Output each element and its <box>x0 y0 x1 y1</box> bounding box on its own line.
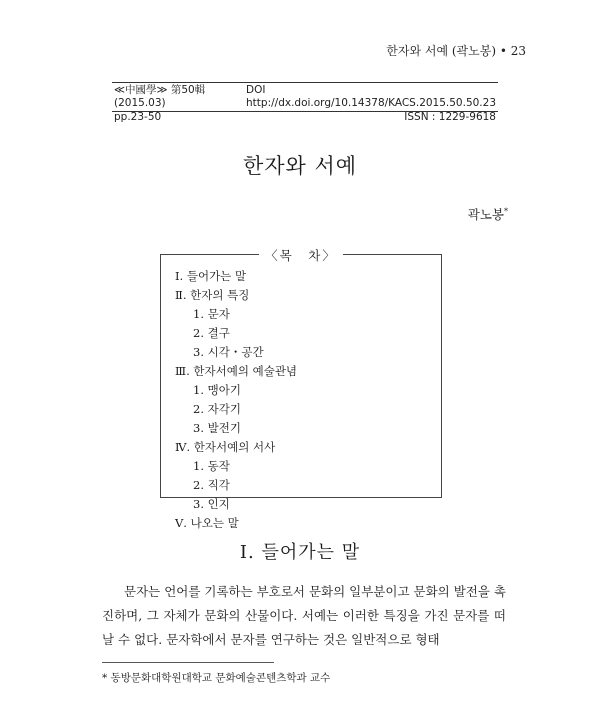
table-of-contents <box>160 248 442 530</box>
toc-list <box>175 267 297 533</box>
page-range: pp.23-50 <box>114 111 162 123</box>
paper-title: 한자와 서예 <box>242 154 358 178</box>
toc-item: 3. 발전기 <box>193 421 241 435</box>
toc-item: Ⅱ. 한자의 특징 <box>175 288 250 302</box>
toc-item: 1. 맹아기 <box>193 383 241 397</box>
toc-item: Ⅰ. 들어가는 말 <box>175 269 247 283</box>
toc-item: 1. 문자 <box>193 307 230 321</box>
author-name: 곽노봉 <box>467 207 504 222</box>
toc-item: 1. 동작 <box>193 459 230 473</box>
toc-item: Ⅴ. 나오는 말 <box>175 516 239 530</box>
footnote: * 동방문화대학원대학교 문화예술콘텐츠학과 교수 <box>102 672 331 684</box>
toc-item: 3. 인지 <box>193 497 230 511</box>
section-heading: Ⅰ. 들어가는 말 <box>239 542 361 563</box>
toc-item: 2. 자각기 <box>193 402 241 416</box>
toc-item: 2. 결구 <box>193 326 230 340</box>
author-footnote-mark: * <box>504 206 508 216</box>
running-head: 한자와 서예 (곽노봉) • 23 <box>386 44 526 58</box>
publication-info <box>112 82 498 123</box>
toc-item: Ⅳ. 한자서예의 서사 <box>175 440 276 454</box>
toc-heading: 〈목 차〉 <box>259 248 343 263</box>
journal-info: ≪中國學≫ 第50輯 (2015.03) <box>114 84 206 109</box>
body-paragraph: 문자는 언어를 기록하는 부호로서 문화의 일부분이고 문화의 발전을 촉진하며, 그 자체가 문화의 산물이다. 서예는 이러한 특징을 가진 문자를 떠날 수 없다. 문자학에서 문자를 연구하는 것은 일반적으로 형태 <box>102 584 506 647</box>
footnote-divider <box>102 662 274 663</box>
toc-item: 2. 직각 <box>193 478 230 492</box>
issn: ISSN : 1229-9618 <box>404 111 496 123</box>
doi-link[interactable]: DOI http://dx.doi.org/10.14378/KACS.2015.50.50.23 <box>246 84 497 109</box>
toc-item: Ⅲ. 한자서예의 예술관념 <box>175 364 298 378</box>
author <box>468 205 508 223</box>
toc-item: 3. 시각・공간 <box>193 345 264 359</box>
